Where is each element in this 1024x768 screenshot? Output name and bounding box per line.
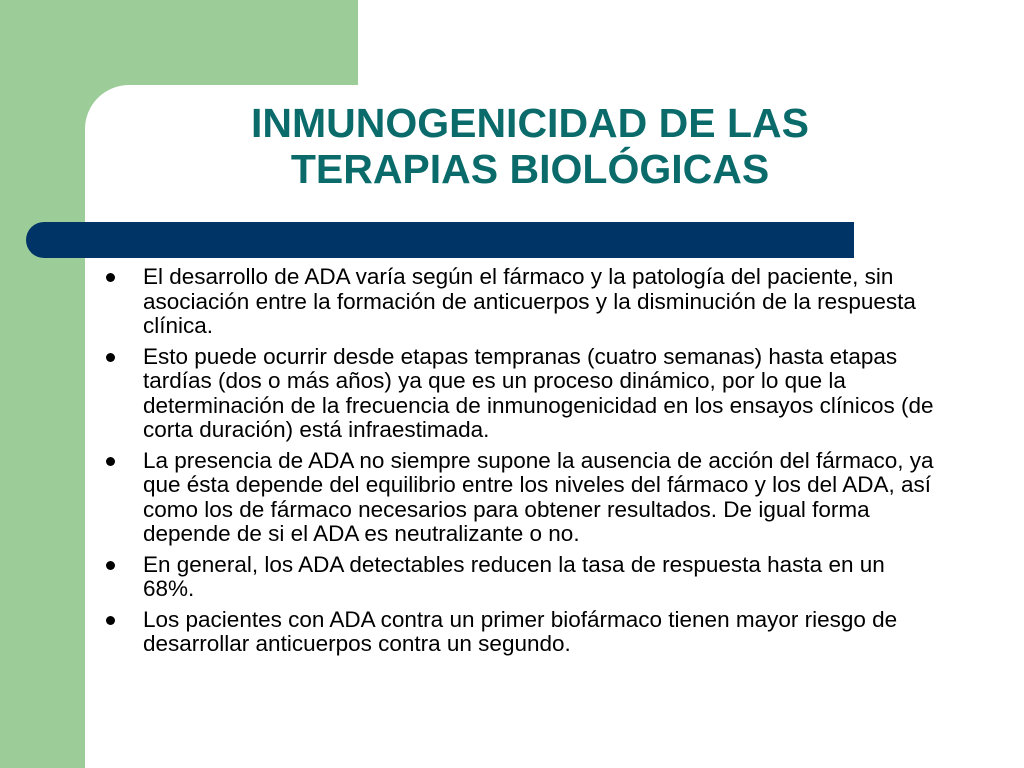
title-line-1: INMUNOGENICIDAD DE LAS bbox=[250, 100, 810, 146]
bullet-text: Los pacientes con ADA contra un primer biofármaco tienen mayor riesgo de desarrollar anticuerpos contra un segundo. bbox=[143, 606, 898, 656]
bullet-text: El desarrollo de ADA varía según el fármaco y la patología del paciente, sin asociación entre la formación de anticuerpos y la disminución de la respuesta clínica. bbox=[143, 264, 916, 338]
bullet-text: Esto puede ocurrir desde etapas tempranas (cuatro semanas) hasta etapas tardías (dos o más años) ya que es un proceso dinámico, por lo que la determinación de la frecuencia de inmunogenicidad en los ensayos clínicos (de corta duración) está infraestimada. bbox=[143, 343, 934, 442]
bullet-item bbox=[106, 345, 936, 443]
bullet-dot-icon bbox=[106, 457, 115, 466]
bullet-item bbox=[106, 608, 936, 657]
bullet-dot-icon bbox=[106, 353, 115, 362]
bullet-dot-icon bbox=[106, 616, 115, 625]
bullet-dot-icon bbox=[106, 561, 115, 570]
bullet-text: La presencia de ADA no siempre supone la ausencia de acción del fármaco, ya que ésta depende del equilibrio entre los niveles del fármaco y los del ADA, así como los de fármaco necesarios para obtener resultados. De igual forma depende de si el ADA es neutralizante o no. bbox=[143, 447, 934, 546]
title-line-2: TERAPIAS BIOLÓGICAS bbox=[290, 146, 770, 192]
title-underline-bar bbox=[26, 222, 854, 258]
bullet-item bbox=[106, 265, 936, 339]
bullet-text: En general, los ADA detectables reducen la tasa de respuesta hasta en un 68%. bbox=[143, 551, 885, 601]
bullet-dot-icon bbox=[106, 273, 115, 282]
bullet-list bbox=[106, 265, 936, 663]
bullet-item bbox=[106, 553, 936, 602]
bullet-item bbox=[106, 449, 936, 547]
slide-title bbox=[200, 100, 860, 192]
